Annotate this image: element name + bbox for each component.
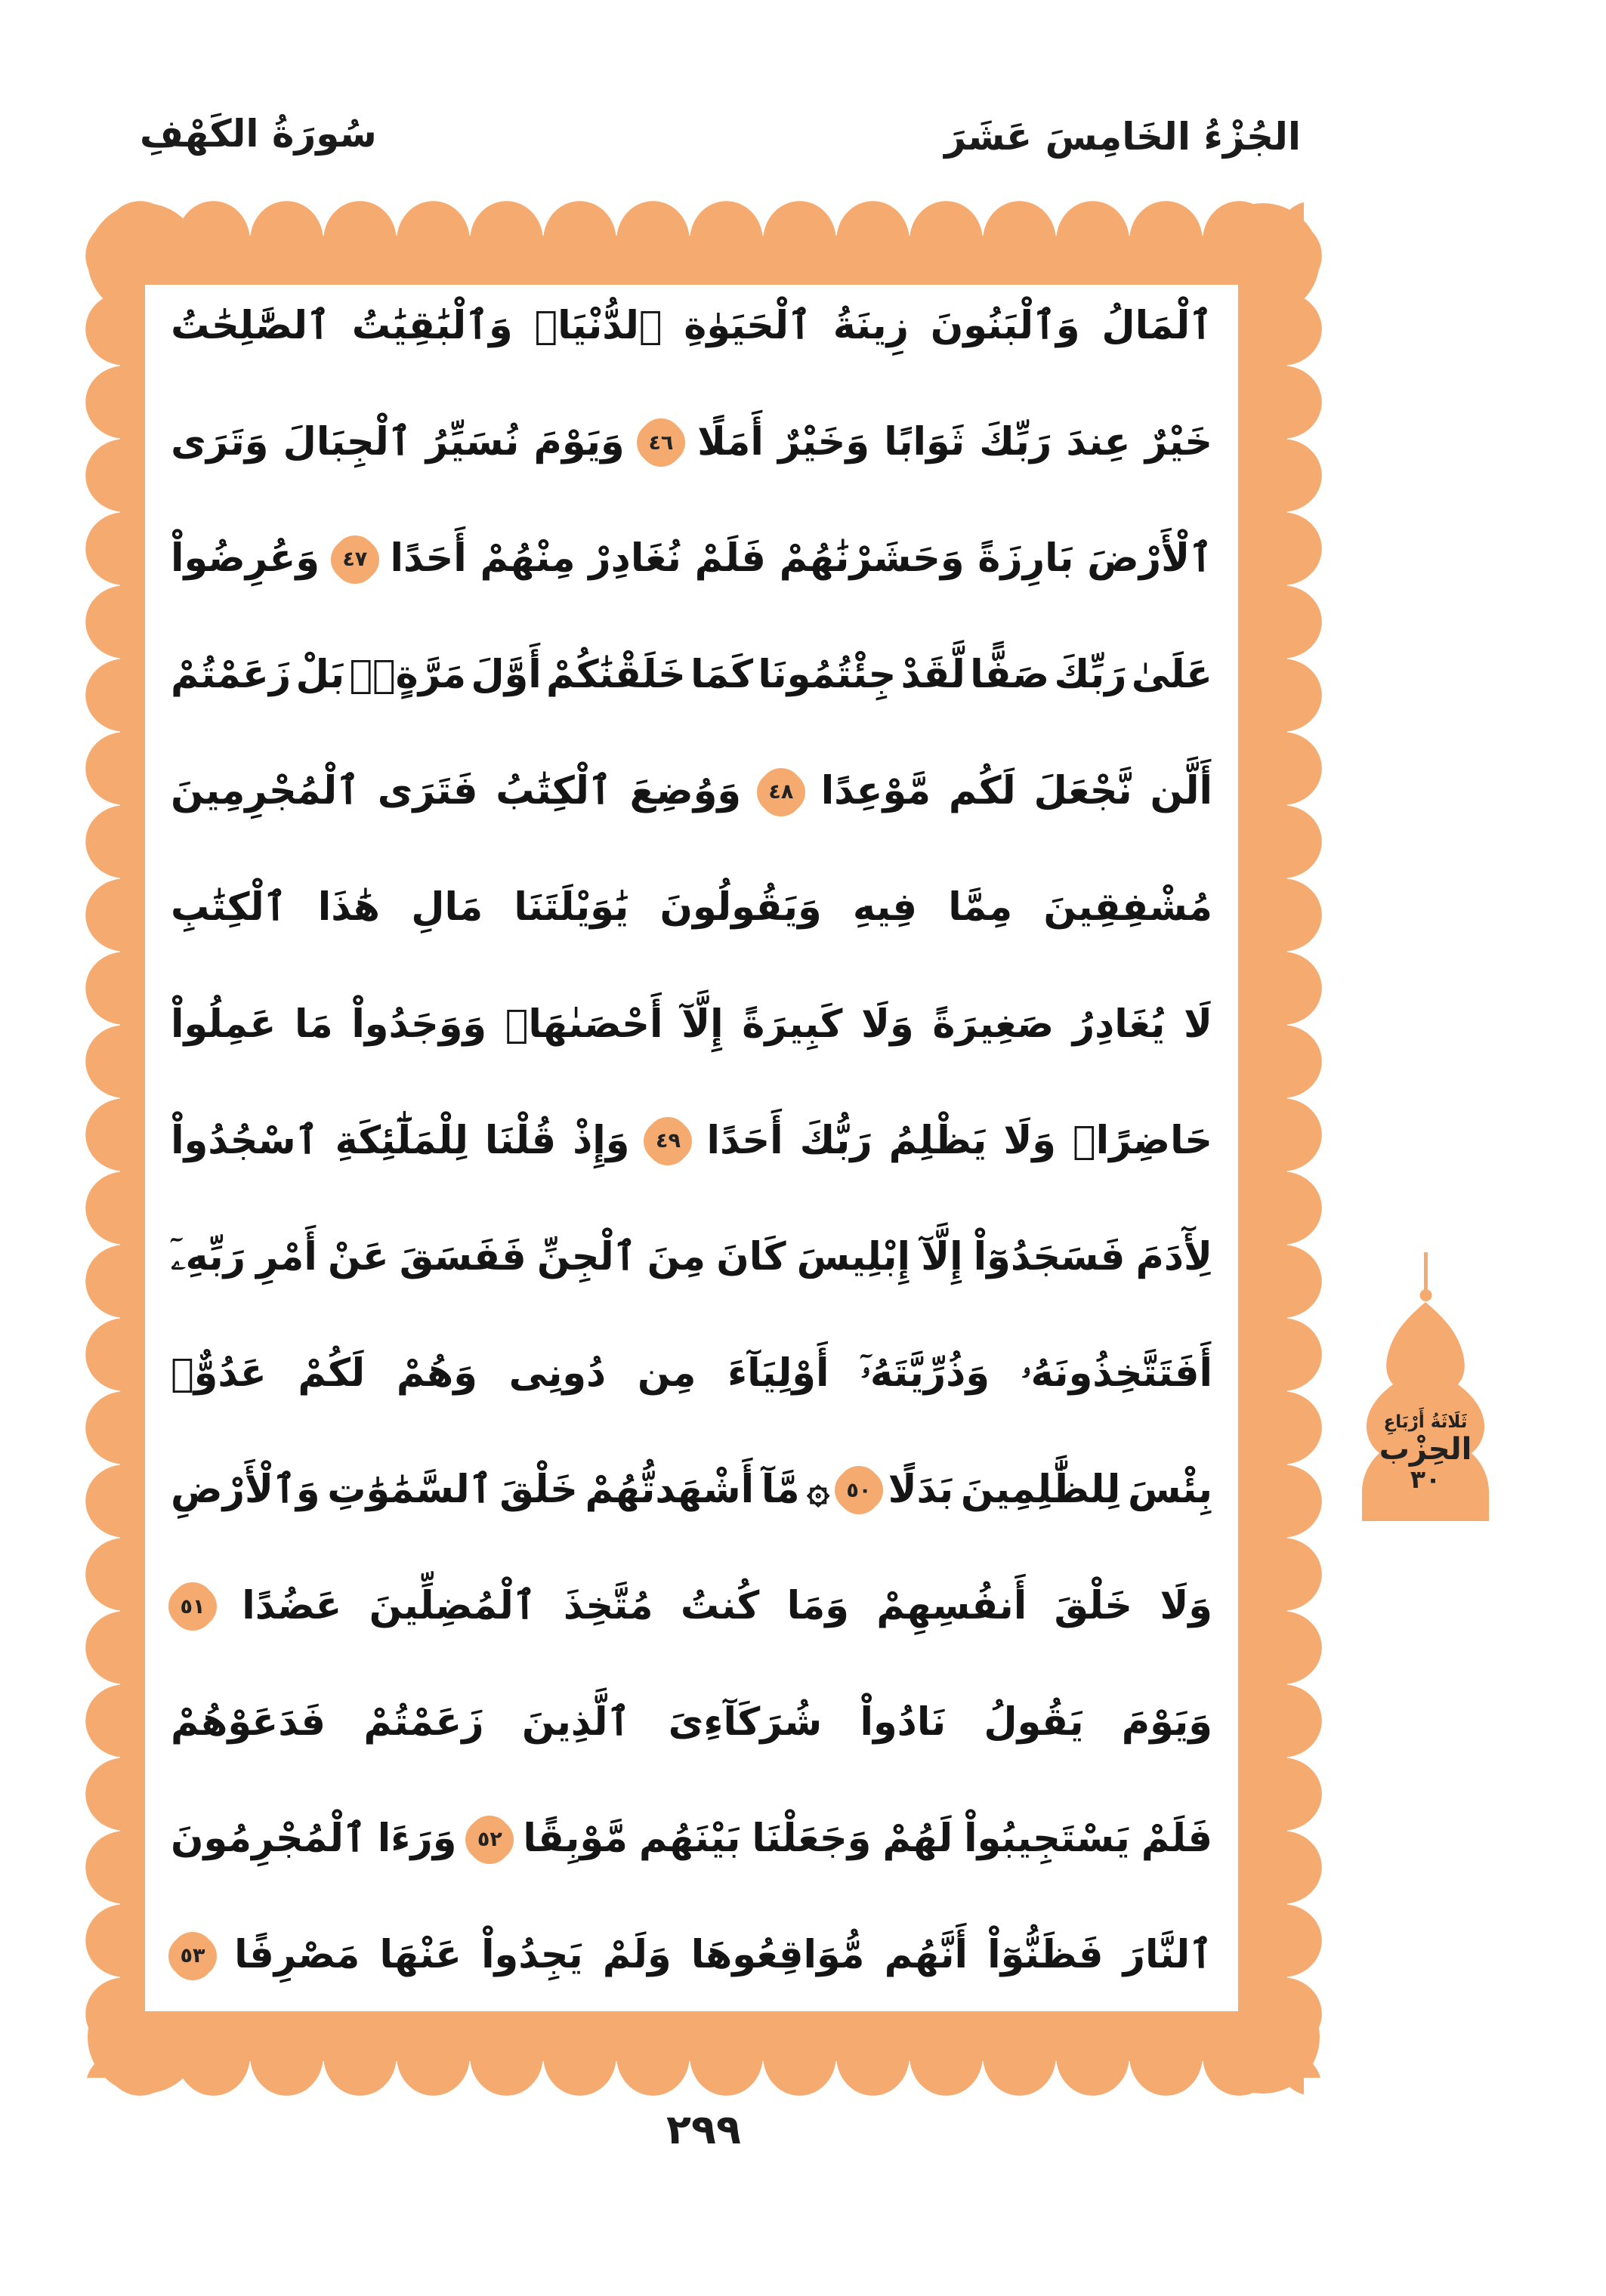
ayah-word: مَالِ: [411, 885, 483, 930]
ayah-word: مَّوْعِدًا: [820, 769, 931, 814]
quran-line: [171, 1585, 1212, 1629]
quran-line: [171, 653, 1212, 698]
ayah-word: لَهُمْ: [882, 1816, 953, 1862]
ayah-word: يَقُولُ: [984, 1700, 1084, 1745]
ayah-word: فَلَمْ: [694, 536, 766, 582]
quran-line: [171, 1119, 1212, 1164]
ayah-word: ٱلْمُجْرِمُونَ: [171, 1816, 366, 1862]
ayah-word: وَخَيْرٌ: [778, 420, 870, 465]
ayah-word: ٱلْكِتَٰبُ: [496, 769, 612, 814]
ayah-word: بَدَلًا: [888, 1467, 954, 1512]
ayah-word: وَوُضِعَ: [629, 769, 742, 814]
ayah-word: مِمَّا: [948, 885, 1013, 930]
ayah-word: مَا: [294, 1001, 333, 1047]
ayah-word: وَيَقُولُونَ: [659, 885, 822, 930]
ayah-word: لِلْمَلَٰٓئِكَةِ: [335, 1118, 468, 1163]
surah-title: سُورَةُ الكَهْفِ: [140, 112, 377, 156]
ayah-word: أَحْصَىٰهَاۚ: [505, 1001, 663, 1047]
ayah-word: خَيْرٌ: [1144, 420, 1212, 465]
verse-number-badge: ٥٢: [468, 1818, 511, 1862]
quran-line: [171, 1468, 1212, 1513]
ayah-word: مَصْرِفًا: [234, 1933, 360, 1978]
ayah-word: مَرَّةٍۭۚ: [349, 653, 467, 698]
ayah-word: عَضُدًا: [242, 1584, 342, 1629]
quran-line: [171, 1003, 1212, 1048]
ayah-word: لِأٓدَمَ: [1135, 1234, 1212, 1279]
ayah-word: خَلْقَ: [1054, 1584, 1133, 1629]
ayah-word: وَٱلْأَرْضِ: [171, 1467, 320, 1512]
ayah-word: عَنْهَا: [379, 1933, 462, 1978]
ayah-word: وَلَا: [861, 1001, 914, 1047]
ayah-word: وَٱلْبَٰقِيَٰتُ: [351, 304, 513, 348]
ayah-word: وَإِذْ: [573, 1118, 630, 1163]
verse-number-badge: ٥٠: [837, 1468, 881, 1512]
ayah-word: عَمِلُواْ: [171, 1001, 276, 1047]
ayah-word: أَنفُسِهِمْ: [876, 1584, 1027, 1629]
ayah-word: خَلَقْنَٰكُمْ: [546, 653, 686, 698]
ayah-word: لَكُمْ: [298, 1350, 366, 1396]
verse-number-badge: ٤٨: [759, 770, 803, 814]
ayah-word: إِبْلِيسَ: [796, 1234, 911, 1279]
ayah-word: ٱلْجِبَالَ: [283, 420, 412, 465]
ayah-word: يُغَادِرُ: [1072, 1001, 1166, 1047]
ayah-word: بِئْسَ: [1127, 1467, 1212, 1512]
ayah-word: حَاضِرًاۗ: [1073, 1118, 1212, 1163]
quran-line: [171, 1817, 1212, 1862]
ayah-word: ٱلْمُضِلِّينَ: [369, 1584, 536, 1629]
ayah-word: مُشْفِقِينَ: [1043, 885, 1212, 930]
ayah-word: وَذُرِّيَّتَهُۥٓ: [860, 1350, 990, 1396]
ayah-word: وَمَا: [786, 1584, 850, 1629]
ayah-word: كَبِيرَةً: [742, 1001, 843, 1047]
ayah-word: وَعُرِضُواْ: [171, 536, 320, 582]
hizb-marker: [1348, 1252, 1503, 1524]
ayah-word: أَمْرِ: [256, 1234, 317, 1279]
ayah-word: هَٰذَا: [317, 885, 381, 930]
verse-number-badge: ٥١: [171, 1585, 215, 1628]
quran-line: [171, 1933, 1212, 1978]
ayah-word: كَمَا: [690, 653, 754, 698]
page-number: ٢٩٩: [666, 2106, 741, 2153]
ayah-word: ٱلسَّمَٰوَٰتِ: [327, 1467, 493, 1512]
quran-line: [171, 886, 1212, 930]
ayah-word: فَدَعَوْهُمْ: [171, 1700, 326, 1745]
juz-title: الجُزْءُ الخَامِسَ عَشَرَ: [944, 115, 1301, 159]
ayah-word: يَجِدُواْ: [481, 1933, 583, 1978]
ayah-word: زَعَمْتُمْ: [171, 653, 292, 698]
ayah-word: ٱلنَّارَ: [1123, 1933, 1212, 1978]
verse-number-badge: ٤٦: [639, 421, 683, 464]
ayah-word: مِن: [637, 1350, 696, 1396]
ayah-word: بَيْنَهُم: [638, 1816, 741, 1862]
ayah-word: ثَوَابًا: [884, 420, 965, 465]
ayah-word: أَحَدًا: [390, 536, 467, 582]
ayah-word: ٱلْكِتَٰبِ: [171, 885, 287, 930]
frame-scallop-left: [85, 219, 125, 2078]
ayah-word: وَيَوْمَ: [1121, 1700, 1212, 1745]
ayah-word: ۞: [807, 1467, 830, 1512]
ayah-word: ٱلْأَرْضَ: [1087, 536, 1212, 582]
hizb-number: ٣٠: [1410, 1464, 1441, 1494]
quran-line: [171, 1701, 1212, 1745]
ayah-word: يَسْتَجِيبُواْ: [964, 1816, 1130, 1862]
ayah-word: وَتَرَى: [171, 420, 269, 465]
ayah-word: ٱلَّذِينَ: [521, 1700, 631, 1745]
verse-number-badge: ٤٩: [646, 1119, 690, 1163]
ayah-word: مَّوْبِقًا: [523, 1816, 628, 1862]
frame-scallop-right: [1283, 219, 1322, 2078]
ayah-word: وَٱلْبَنُونَ: [930, 304, 1080, 348]
ayah-word: أَنَّهُم: [884, 1933, 968, 1978]
ayah-word: زَعَمْتُمْ: [363, 1700, 484, 1745]
hizb-quarter-label: ثَلَاثَةُ أَرْبَاعِ: [1383, 1412, 1468, 1432]
ayah-word: ٱلْجِنِّ: [536, 1234, 637, 1279]
ayah-word: كُنتُ: [680, 1584, 760, 1629]
ayah-word: مِنَ: [647, 1234, 706, 1279]
ayah-word: نُغَادِرْ: [588, 536, 681, 582]
ayah-word: نَّجْعَلَ: [1033, 769, 1132, 814]
ayah-word: لَّقَدْ: [900, 653, 965, 698]
ayah-word: أَحَدًا: [706, 1118, 783, 1163]
ayah-word: بَارِزَةً: [977, 536, 1074, 582]
ayah-word: عَنْ: [327, 1234, 389, 1279]
ayah-word: أَوْلِيَآءَ: [727, 1350, 829, 1396]
ayah-word: عَدُوٌّۚ: [171, 1350, 267, 1396]
ayah-word: عِندَ: [1066, 420, 1131, 465]
ayah-word: وَجَعَلْنَا: [752, 1816, 872, 1862]
quran-lines: [171, 304, 1212, 1978]
frame-scallop-top: [103, 201, 1304, 240]
quran-line: [171, 421, 1212, 465]
ornamental-frame: [85, 201, 1322, 2096]
quran-line: [171, 1352, 1212, 1396]
ayah-word: قُلْنَا: [484, 1118, 557, 1163]
ayah-word: فَتَرَى: [377, 769, 478, 814]
ayah-word: خَلْقَ: [499, 1467, 578, 1512]
ayah-word: لَكُم: [948, 769, 1016, 814]
ayah-word: إِلَّآ: [681, 1001, 724, 1047]
ayah-word: صَغِيرَةً: [932, 1001, 1055, 1047]
ayah-word: لِلظَّٰلِمِينَ: [960, 1467, 1121, 1512]
ayah-word: وَحَشَرْنَٰهُمْ: [779, 536, 965, 582]
ayah-word: وَلَمْ: [602, 1933, 672, 1978]
ayah-word: نُسَيِّرُ: [425, 420, 520, 465]
ayah-word: يَظْلِمُ: [888, 1118, 987, 1163]
ayah-word: فَلَمْ: [1141, 1816, 1212, 1862]
ayah-word: ٱسْجُدُواْ: [171, 1118, 319, 1163]
ayah-word: بَلْ: [295, 653, 345, 698]
ayah-word: ٱلدُّنْيَاۖ: [534, 304, 662, 348]
ayah-word: وَيَوْمَ: [533, 420, 625, 465]
ayah-word: وَرَءَا: [377, 1816, 457, 1862]
ayah-word: إِلَّآ: [921, 1234, 963, 1279]
ayah-word: ٱلْمُجْرِمِينَ: [171, 769, 360, 814]
ayah-word: ٱلْحَيَوٰةِ: [684, 304, 811, 348]
ayah-word: مُّوَاقِعُوهَا: [690, 1933, 865, 1978]
ayah-word: فَسَجَدُوٓاْ: [973, 1234, 1126, 1279]
ayah-word: شُرَكَآءِىَ: [668, 1700, 823, 1745]
ayah-word: مُتَّخِذَ: [563, 1584, 653, 1629]
ayah-word: رَبِّهِۦٓ: [171, 1234, 246, 1279]
ayah-word: أَلَّن: [1150, 769, 1212, 814]
ayah-word: زِينَةُ: [832, 304, 909, 348]
ayah-word: رَبِّكَ: [979, 420, 1052, 465]
ayah-word: مِنْهُمْ: [480, 536, 576, 582]
ayah-word: أَمَلًا: [697, 420, 764, 465]
ayah-word: صَفًّا: [970, 653, 1050, 698]
ayah-word: ٱلصَّٰلِحَٰتُ: [171, 304, 330, 348]
verse-number-badge: ٤٧: [333, 538, 377, 582]
quran-line: [171, 537, 1212, 582]
ayah-word: يَٰوَيْلَتَنَا: [514, 885, 629, 930]
ayah-word: جِئْتُمُونَا: [758, 653, 897, 698]
frame-scallop-bottom: [103, 2057, 1304, 2096]
ayah-word: وَلَا: [1003, 1118, 1056, 1163]
ayah-word: مَّآ: [761, 1467, 800, 1512]
text-area: [145, 285, 1238, 2011]
ayah-word: أَشْهَدتُّهُمْ: [585, 1467, 755, 1512]
ayah-word: فِيهِ: [852, 885, 918, 930]
ayah-word: لَا: [1184, 1001, 1212, 1047]
hizb-label: الحِزْب: [1379, 1432, 1472, 1467]
ayah-word: فَفَسَقَ: [399, 1234, 527, 1279]
ayah-word: كَانَ: [716, 1234, 786, 1279]
ayah-word: رَبِّكَ: [1054, 653, 1127, 698]
ayah-word: فَظَنُّوٓاْ: [987, 1933, 1104, 1978]
ayah-word: نَادُواْ: [860, 1700, 947, 1745]
ayah-word: ٱلْمَالُ: [1101, 304, 1212, 348]
ayah-word: وَهُمْ: [396, 1350, 477, 1396]
ayah-word: أَوَّلَ: [471, 653, 542, 698]
quran-line: [171, 770, 1212, 814]
ayah-word: أَفَتَتَّخِذُونَهُۥ: [1021, 1350, 1212, 1396]
verse-number-badge: ٥٣: [171, 1934, 215, 1978]
ayah-word: وَوَجَدُواْ: [351, 1001, 487, 1047]
ayah-word: وَلَا: [1160, 1584, 1212, 1629]
ayah-word: دُونِى: [508, 1350, 607, 1396]
ayah-word: عَلَىٰ: [1131, 653, 1212, 698]
quran-line: [171, 304, 1212, 349]
ayah-word: رَبُّكَ: [799, 1118, 872, 1163]
quran-line: [171, 1236, 1212, 1280]
